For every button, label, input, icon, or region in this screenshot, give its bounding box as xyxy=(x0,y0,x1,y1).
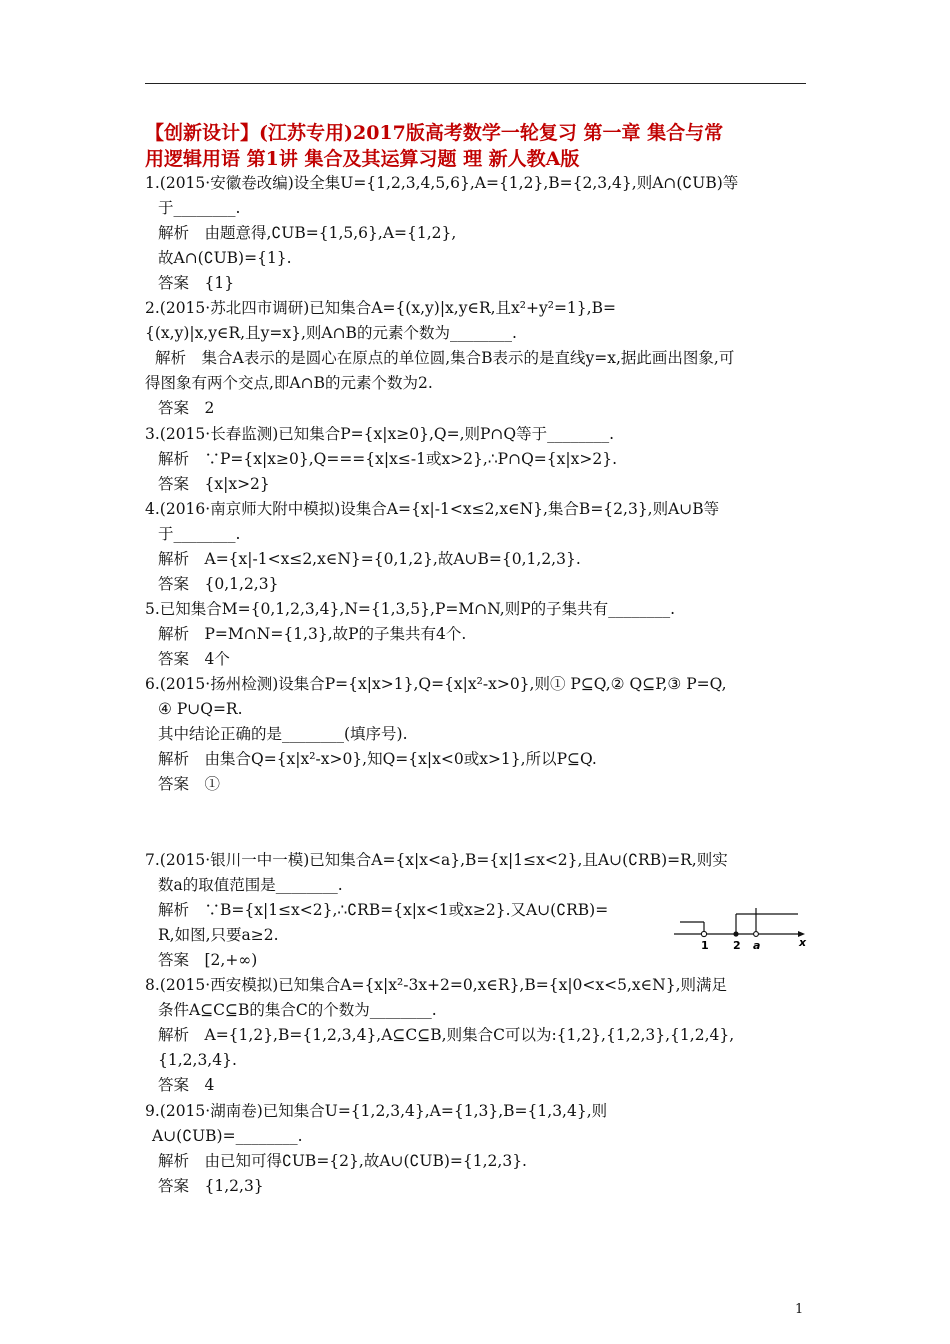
text-line: 故A∩(∁UB)={1}. xyxy=(158,249,292,267)
text-line: 2.(2015·苏北四市调研)已知集合A={(x,y)|x,y∈R,且x²+y²=1},B= xyxy=(145,299,616,317)
text-line: 4.(2016·南京师大附中模拟)设集合A={x|-1<x≤2,x∈N},集合B={2,3},则A∪B等 xyxy=(145,500,720,518)
text-line: A∪(∁UB)=________. xyxy=(152,1127,303,1145)
text-line: 1.(2015·安徽卷改编)设全集U={1,2,3,4,5,6},A={1,2},B={2,3,4},则A∩(∁UB)等 xyxy=(145,174,739,192)
text-line: {(x,y)|x,y∈R,且y=x},则A∩B的元素个数为________. xyxy=(145,324,517,342)
text-line: 答案 [2,+∞) xyxy=(158,951,258,969)
text-line: {1,2,3,4}. xyxy=(158,1051,237,1069)
text-line: 得图象有两个交点,即A∩B的元素个数为2. xyxy=(145,374,433,392)
text-line: 答案 4 xyxy=(158,1076,215,1094)
text-line: 解析 A={1,2},B={1,2,3,4},A⊆C⊆B,则集合C可以为:{1,2},{1,2,3},{1,2,4}, xyxy=(158,1026,735,1044)
text-line: 答案 ① xyxy=(158,775,221,793)
point-a xyxy=(754,932,759,937)
text-line: 解析 A={x|-1<x≤2,x∈N}={0,1,2},故A∪B={0,1,2,3}. xyxy=(158,550,581,568)
document-title xyxy=(145,120,806,172)
text-line: 7.(2015·银川一中一模)已知集合A={x|x<a},B={x|1≤x<2},且A∪(∁RB)=R,则实 xyxy=(145,851,728,869)
title-line-2: 用逻辑用语 第1讲 集合及其运算习题 理 新人教A版 xyxy=(145,148,580,170)
text-line: 6.(2015·扬州检测)设集合P={x|x>1},Q={x|x²-x>0},则① P⊆Q,② Q⊆P,③ P=Q, xyxy=(145,675,727,693)
text-line: 8.(2015·西安模拟)已知集合A={x|x²-3x+2=0,x∈R},B={x|0<x<5,x∈N},则满足 xyxy=(145,976,727,994)
text-line: 数a的取值范围是________. xyxy=(158,876,343,894)
text-line: 答案 {0,1,2,3} xyxy=(158,575,279,593)
text-line: 于________. xyxy=(158,199,241,217)
text-line: 条件A⊆C⊆B的集合C的个数为________. xyxy=(158,1001,437,1019)
text-line: ④ P∪Q=R. xyxy=(158,700,243,718)
closed-point-2 xyxy=(733,931,738,936)
header-rule xyxy=(145,83,806,84)
text-line: 解析 P=M∩N={1,3},故P的子集共有4个. xyxy=(158,625,467,643)
text-line: 答案 4个 xyxy=(158,650,230,668)
text-line: 答案 2 xyxy=(158,399,215,417)
text-line: 答案 {x|x>2} xyxy=(158,475,270,493)
text-line: R,如图,只要a≥2. xyxy=(158,926,279,944)
tick-label-1: 1 xyxy=(701,939,709,952)
text-line: 答案 {1,2,3} xyxy=(158,1177,264,1195)
text-line: 解析 ∵P={x|x≥0},Q==={x|x≤-1或x>2},∴P∩Q={x|x>2}. xyxy=(158,450,617,468)
tick-label-a: a xyxy=(753,939,761,952)
text-line: 于________. xyxy=(158,525,241,543)
page-number: 1 xyxy=(795,1302,804,1317)
axis-label-x: x xyxy=(799,936,807,949)
text-line: 解析 由已知可得∁UB={2},故A∪(∁UB)={1,2,3}. xyxy=(158,1152,527,1170)
text-line: 3.(2015·长春监测)已知集合P={x|x≥0},Q=,则P∩Q等于________. xyxy=(145,425,615,443)
number-line-figure xyxy=(672,898,812,952)
text-line: 解析 集合A表示的是圆心在原点的单位圆,集合B表示的是直线y=x,据此画出图象,可 xyxy=(155,349,735,367)
title-line-1: 【创新设计】(江苏专用)2017版高考数学一轮复习 第一章 集合与常 xyxy=(145,122,724,144)
tick-label-2: 2 xyxy=(733,939,741,952)
text-line: 解析 ∵B={x|1≤x<2},∴∁RB={x|x<1或x≥2}.又A∪(∁RB)= xyxy=(158,901,609,919)
open-point-1 xyxy=(701,931,706,936)
text-line: 9.(2015·湖南卷)已知集合U={1,2,3,4},A={1,3},B={1,3,4},则 xyxy=(145,1102,608,1120)
text-line: 其中结论正确的是________(填序号). xyxy=(158,725,408,743)
text-line: 解析 由集合Q={x|x²-x>0},知Q={x|x<0或x>1},所以P⊆Q. xyxy=(158,750,597,768)
text-line: 5.已知集合M={0,1,2,3,4},N={1,3,5},P=M∩N,则P的子集共有________. xyxy=(145,600,676,618)
text-line: 答案 {1} xyxy=(158,274,235,292)
text-line: 解析 由题意得,∁UB={1,5,6},A={1,2}, xyxy=(158,224,457,242)
